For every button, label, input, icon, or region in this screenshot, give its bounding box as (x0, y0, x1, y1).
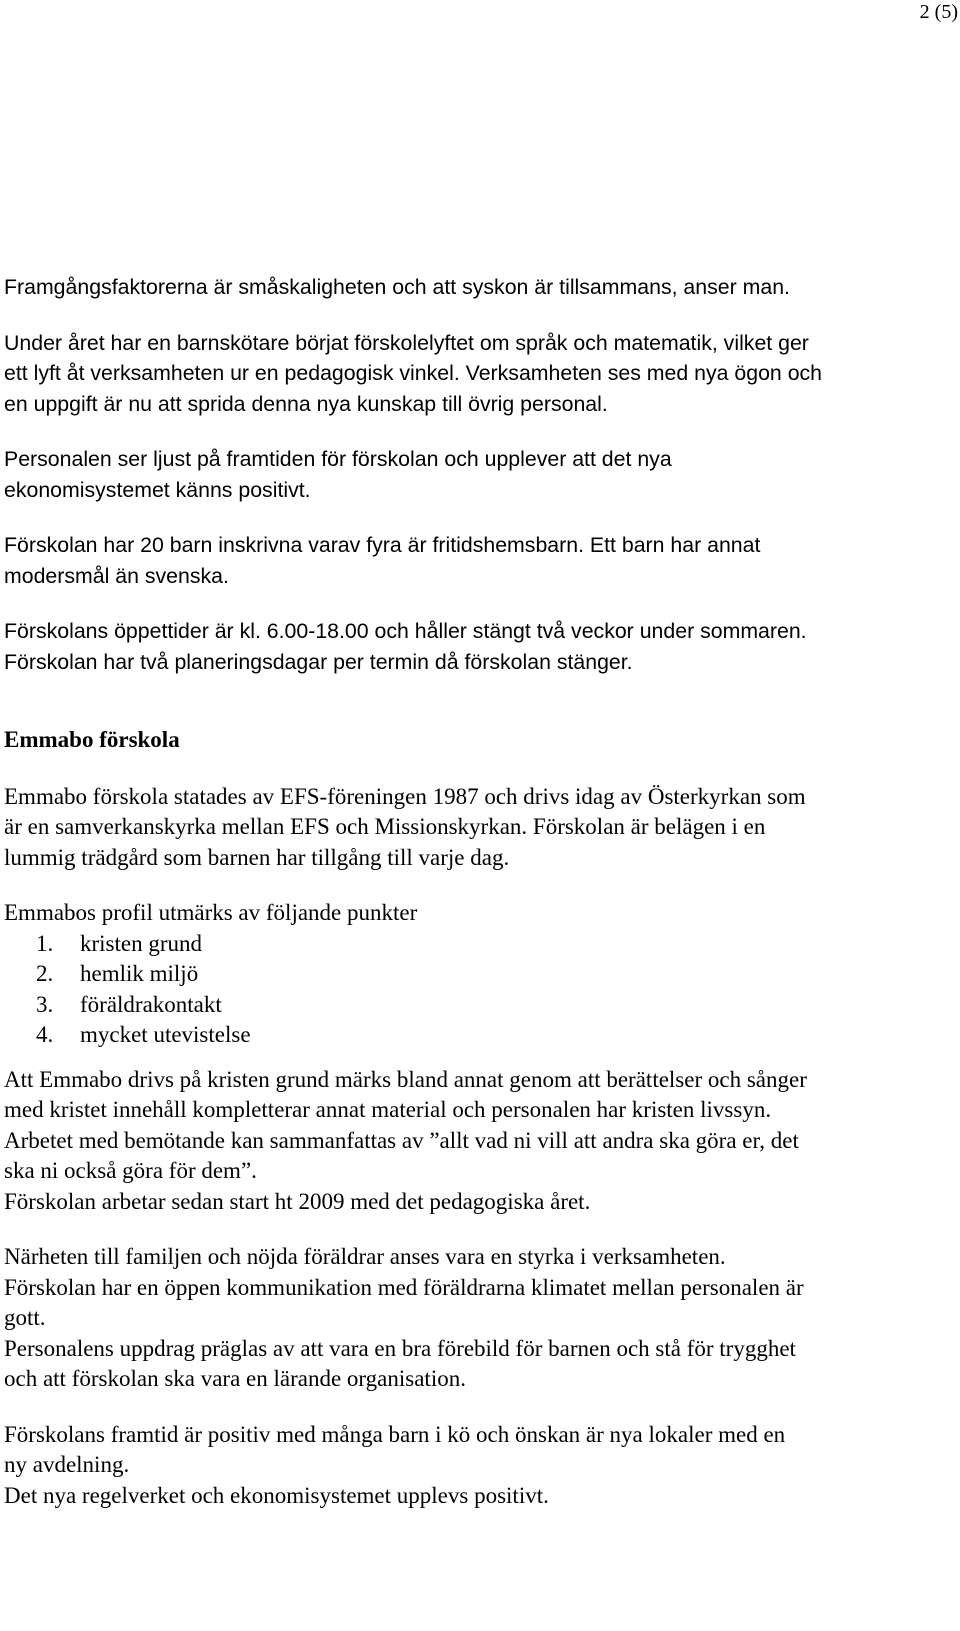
list-number: 1. (36, 930, 54, 956)
paragraph (4, 272, 956, 303)
list-text: mycket utevistelse (80, 1022, 251, 1047)
list-text: hemlik miljö (80, 961, 199, 986)
list-item (4, 1020, 956, 1051)
document-body (4, 272, 956, 1536)
text-line: en uppgift är nu att sprida denna nya kunskap till övrig personal. (4, 391, 608, 416)
paragraph (4, 1242, 956, 1395)
section-heading: Emmabo förskola (4, 727, 180, 752)
text-line: Arbetet med bemötande kan sammanfattas av ”allt vad ni vill att andra ska göra er, det (4, 1127, 799, 1153)
intro-paragraph (4, 782, 956, 874)
text-line: Förskolan har en öppen kommunikation med föräldrarna klimatet mellan personalen är (4, 1274, 804, 1300)
text-line: Att Emmabo drivs på kristen grund märks bland annat genom att berättelser och sånger (4, 1066, 807, 1092)
text-line: Framgångsfaktorerna är småskaligheten och att syskon är tillsammans, anser man. (4, 275, 790, 299)
text-line: Under året har en barnskötare börjat förskolelyftet om språk och matematik, vilket ger (4, 330, 809, 355)
text-line: Förskolan har två planeringsdagar per termin då förskolan stänger. (4, 649, 633, 674)
sans-section (4, 272, 956, 677)
text-line: Det nya regelverket och ekonomisystemet upplevs positivt. (4, 1482, 549, 1508)
text-line: och att förskolan ska vara en lärande organisation. (4, 1366, 466, 1391)
list-text: kristen grund (80, 930, 203, 956)
text-line: Personalens uppdrag präglas av att vara en bra förebild för barnen och stå för trygghet (4, 1335, 796, 1361)
profile-intro: Emmabos profil utmärks av följande punkter (4, 900, 418, 925)
text-line: Förskolan har 20 barn inskrivna varav fyra är fritidshemsbarn. Ett barn har annat (4, 533, 761, 557)
list-text: föräldrakontakt (80, 991, 222, 1017)
list-item (4, 959, 956, 990)
list-number: 4. (36, 1022, 54, 1047)
text-line: ett lyft åt verksamheten ur en pedagogisk vinkel. Verksamheten ses med nya ögon och (4, 361, 823, 385)
text-line: lummig trädgård som barnen har tillgång till varje dag. (4, 844, 510, 870)
text-line: gott. (4, 1305, 46, 1330)
text-line: Personalen ser ljust på framtiden för förskolan och upplever att det nya (4, 447, 672, 471)
text-line: Förskolans framtid är positiv med många barn i kö och önskan är nya lokaler med en (4, 1421, 786, 1447)
text-line: är en samverkanskyrka mellan EFS och Missionskyrkan. Förskolan är belägen i en (4, 814, 766, 839)
paragraph (4, 1420, 956, 1512)
text-line: ekonomisystemet känns positivt. (4, 477, 311, 502)
page-number: 2 (5) (919, 1, 958, 23)
profile-block (4, 898, 956, 1051)
list-item (4, 990, 956, 1021)
paragraph (4, 328, 956, 420)
paragraph (4, 530, 956, 591)
text-line: ny avdelning. (4, 1452, 130, 1477)
text-line: modersmål än svenska. (4, 563, 229, 588)
paragraph (4, 1065, 956, 1218)
text-line: med kristet innehåll kompletterar annat material och personalen har kristen livssyn. (4, 1097, 772, 1122)
text-line: Närheten till familjen och nöjda föräldrar anses vara en styrka i verksamheten. (4, 1244, 726, 1269)
list-number: 2. (36, 961, 54, 986)
profile-list (4, 929, 956, 1051)
text-line: Förskolans öppettider är kl. 6.00-18.00 och håller stängt två veckor under sommaren. (4, 619, 807, 643)
list-item (4, 929, 956, 960)
list-number: 3. (36, 991, 54, 1017)
text-line: ska ni också göra för dem”. (4, 1158, 257, 1183)
text-line: Emmabo förskola statades av EFS-föreningen 1987 och drivs idag av Österkyrkan som (4, 783, 806, 809)
text-line: Förskolan arbetar sedan start ht 2009 med det pedagogiska året. (4, 1188, 591, 1214)
paragraph (4, 616, 956, 677)
paragraph (4, 444, 956, 505)
